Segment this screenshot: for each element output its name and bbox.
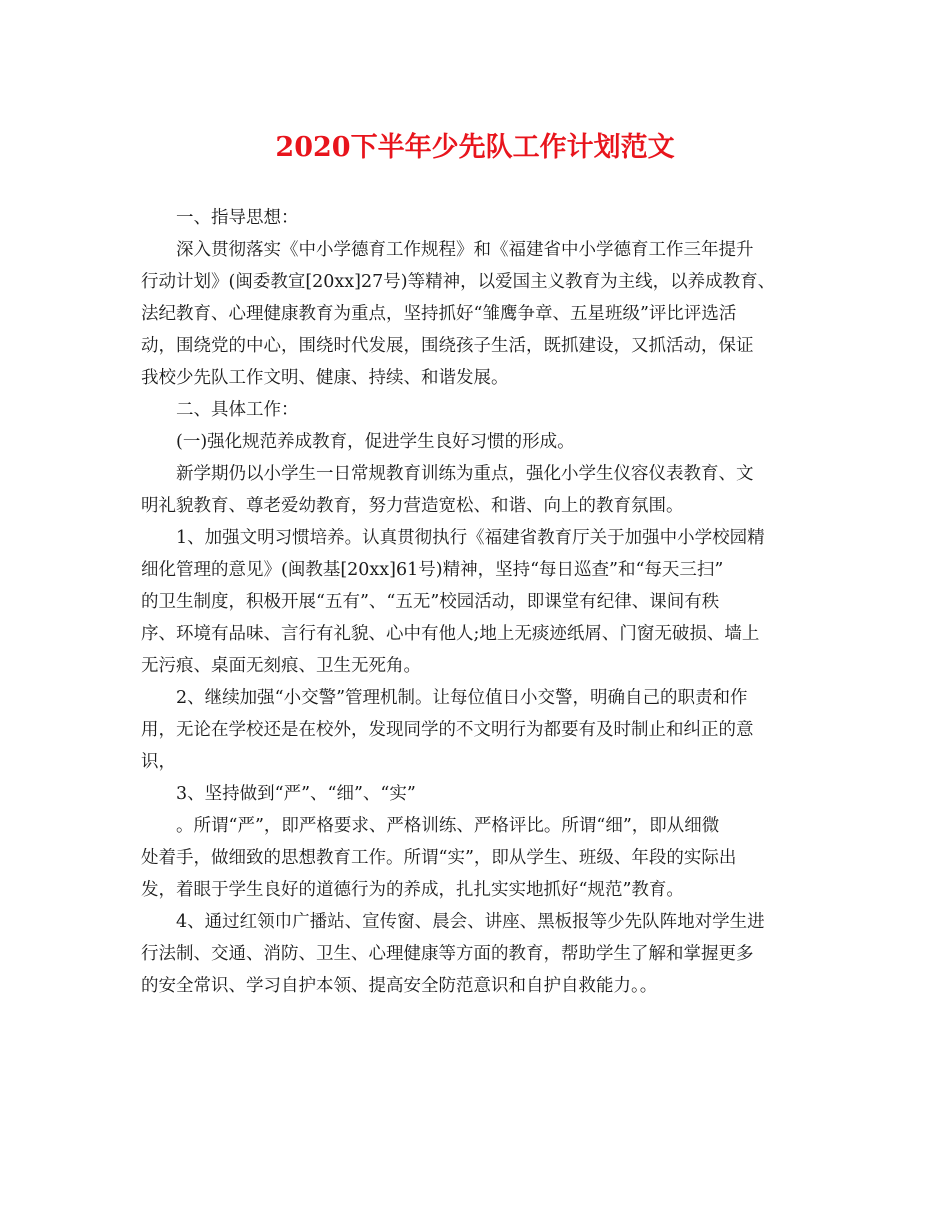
paragraph-line: 新学期仍以小学生一日常规教育训练为重点，强化小学生仪容仪表教育、文: [176, 464, 754, 484]
paragraph-line: 处着手，做细致的思想教育工作。所谓“实”，即从学生、班级、年段的实际出: [141, 848, 737, 868]
paragraph-line: 行动计划》(闽委教宣[20xx]27号)等精神，以爱国主义教育为主线，以养成教育、: [141, 272, 776, 292]
paragraph-line: 2、继续加强“小交警”管理机制。让每位值日小交警，明确自己的职责和作: [176, 688, 748, 708]
paragraph-line: 明礼貌教育、尊老爱幼教育，努力营造宽松、和谐、向上的教育氛围。: [141, 496, 684, 516]
paragraph-line: 。所谓“严”，即严格要求、严格训练、严格评比。所谓“细”，即从细微: [176, 816, 720, 836]
paragraph-line: 行法制、交通、消防、卫生、心理健康等方面的教育，帮助学生了解和掌握更多: [141, 944, 754, 964]
paragraph-line: 用，无论在学校还是在校外，发现同学的不文明行为都要有及时制止和纠正的意: [141, 720, 754, 740]
paragraph-line: 的卫生制度，积极开展“五有”、“五无”校园活动，即课堂有纪律、课间有秩: [141, 592, 720, 612]
paragraph-line: 发，着眼于学生良好的道德行为的养成，扎扎实实地抓好“规范”教育。: [141, 880, 684, 900]
paragraph-line: 4、通过红领巾广播站、宣传窗、晨会、讲座、黑板报等少先队阵地对学生进: [176, 912, 765, 932]
paragraph-line: 序、环境有品味、言行有礼貌、心中有他人;地上无痰迹纸屑、门窗无破损、墙上: [141, 624, 760, 644]
paragraph-line: 识，: [141, 752, 176, 772]
paragraph-line: 细化管理的意见》(闽教基[20xx]61号)精神，坚持“每日巡查”和“每天三扫”: [141, 560, 724, 580]
paragraph-line: 1、加强文明习惯培养。认真贯彻执行《福建省教育厅关于加强中小学校园精: [176, 528, 765, 548]
paragraph-line: 的安全常识、学习自护本领、提高安全防范意识和自护自救能力。。: [141, 976, 658, 996]
paragraph-line: 法纪教育、心理健康教育为重点，坚持抓好“雏鹰争章、五星班级”评比评选活: [141, 304, 737, 324]
document-body: [141, 202, 811, 1002]
document-title: 2020下半年少先队工作计划范文: [275, 132, 675, 163]
paragraph-line: 二、具体工作：: [176, 400, 299, 420]
paragraph-line: 我校少先队工作文明、健康、持续、和谐发展。: [141, 368, 509, 388]
paragraph-line: 动，围绕党的中心，围绕时代发展，围绕孩子生活，既抓建设，又抓活动，保证: [141, 336, 754, 356]
paragraph-line: 深入贯彻落实《中小学德育工作规程》和《福建省中小学德育工作三年提升: [176, 240, 754, 260]
paragraph-line: 无污痕、桌面无刻痕、卫生无死角。: [141, 656, 421, 676]
paragraph-line: 一、指导思想：: [176, 208, 299, 228]
paragraph-line: 3、坚持做到“严”、“细”、“实”: [176, 784, 416, 804]
paragraph-line: (一)强化规范养成教育，促进学生良好习惯的形成。: [176, 432, 575, 452]
